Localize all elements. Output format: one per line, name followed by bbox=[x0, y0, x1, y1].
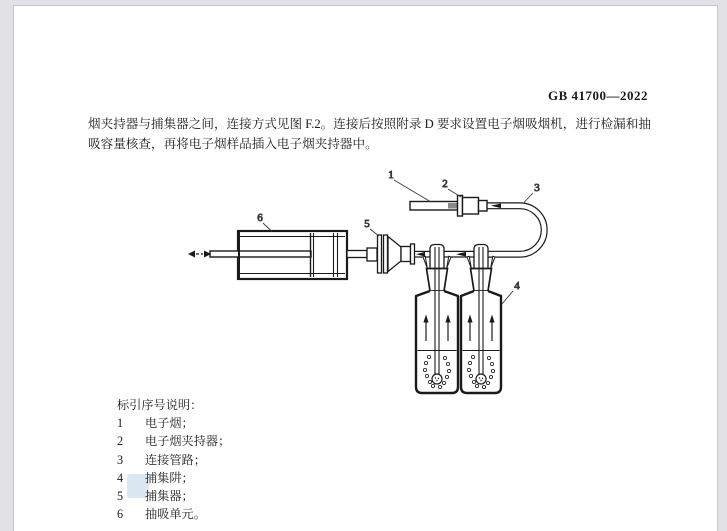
puffing-unit-syringe bbox=[188, 231, 377, 279]
legend-item-number: 6 bbox=[117, 507, 124, 522]
legend-item-number: 4 bbox=[117, 470, 124, 485]
impinger-bottle-left bbox=[416, 245, 458, 394]
legend-item-number: 3 bbox=[117, 452, 124, 467]
callout-label-4: 4 bbox=[514, 280, 520, 292]
legend-title: 标引序号说明： bbox=[117, 398, 203, 412]
impinger-bottle-right bbox=[461, 245, 501, 394]
legend-item bbox=[117, 451, 230, 469]
legend-item-label: 连接管路； bbox=[145, 452, 206, 467]
legend-item bbox=[117, 505, 230, 523]
flow-arrow-icon bbox=[456, 252, 466, 257]
flow-arrow-icon bbox=[491, 204, 501, 209]
legend-item bbox=[117, 469, 230, 487]
legend-item-number: 2 bbox=[117, 434, 124, 449]
connecting-tube bbox=[487, 203, 547, 257]
legend-item-number: 5 bbox=[117, 489, 124, 504]
e-cigarette-mouthpiece bbox=[448, 203, 458, 209]
paragraph-line-2: 吸容量核查，再将电子烟样品插入电子烟夹持器中。 bbox=[88, 136, 378, 151]
legend-item-label: 电子烟夹持器； bbox=[145, 434, 231, 449]
legend-item bbox=[117, 487, 230, 505]
legend bbox=[117, 396, 230, 523]
plunger-rod bbox=[210, 251, 311, 257]
callout-label-5: 5 bbox=[364, 218, 370, 230]
trap-filter bbox=[378, 235, 415, 273]
frit-bulb bbox=[476, 374, 486, 384]
holder-flange bbox=[458, 196, 463, 217]
e-cigarette-and-holder bbox=[410, 196, 487, 217]
paragraph-line-1: 烟夹持器与捕集器之间，连接方式见图 F.2。连接后按照附录 D 要求设置电子烟吸烟机，进行检漏和抽 bbox=[88, 117, 651, 131]
legend-item bbox=[117, 414, 230, 432]
legend-item-number: 1 bbox=[117, 416, 124, 431]
callout-label-6: 6 bbox=[257, 212, 263, 224]
frit-bulb bbox=[432, 374, 442, 384]
legend-item bbox=[117, 432, 230, 450]
legend-item-label: 捕集器； bbox=[145, 489, 194, 504]
legend-item-label: 抽吸单元。 bbox=[145, 507, 206, 522]
callout-label-1: 1 bbox=[388, 169, 394, 181]
holder-body bbox=[463, 198, 479, 215]
callout-label-3: 3 bbox=[534, 182, 540, 194]
legend-item-label: 捕集阱； bbox=[145, 470, 194, 485]
flow-arrow-icon bbox=[416, 252, 425, 257]
plunger-motion-arrow-icon bbox=[188, 251, 211, 258]
callout-label-2: 2 bbox=[442, 178, 448, 190]
legend-item-label: 电子烟； bbox=[145, 416, 194, 431]
standard-number-header: GB 41700—2022 bbox=[547, 88, 648, 103]
holder-outlet bbox=[479, 201, 488, 212]
